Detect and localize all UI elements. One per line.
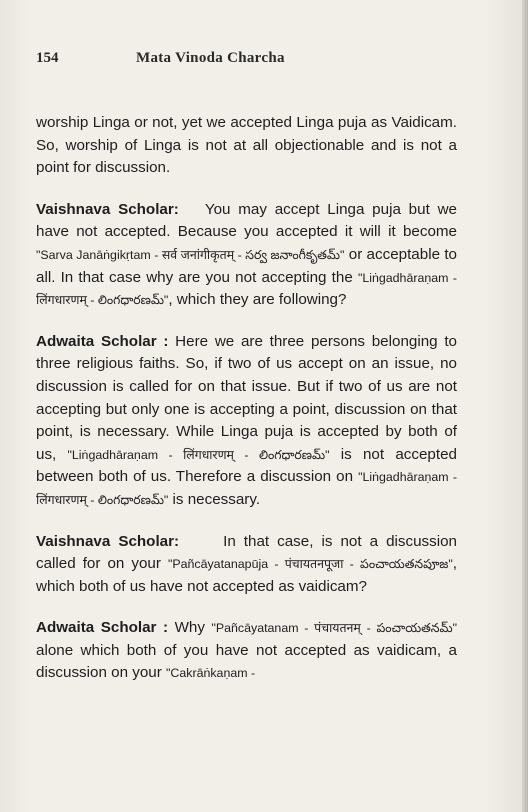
term-lingadharanam: "Liṅgadhāraṇam - लिंगधारणम् - లింగధారణమ్"	[36, 470, 457, 507]
term-lingadharanam: "Liṅgadhāraṇam - लिंगधारणम् - లింగధారణమ్"	[67, 447, 330, 462]
paragraph-text: , which they are following?	[168, 291, 347, 309]
paragraph-text: , which both of us have not accepted as vaidicam?	[36, 555, 457, 595]
paragraph-2	[36, 199, 457, 312]
paragraph-text: or acceptable to all. In that case why are you not accepting the	[36, 245, 457, 286]
paragraph-5	[36, 617, 457, 685]
term-sarva-janangikrtam: "Sarva Janāṅgikṛtam - सर्व जनांगीकृतम् - సర్వ జనాంగీకృతమ్"	[36, 247, 345, 262]
paragraph-text: alone which both of you have not accepted as vaidicam, a discussion on your	[36, 641, 457, 682]
paragraph-text: is necessary.	[168, 490, 261, 508]
page-edge	[522, 0, 528, 812]
speaker-label: Vaishnava Scholar:	[36, 200, 179, 218]
paragraph-text: You may accept Linga puja but we have not accepted. Because you accepted it will it become	[36, 200, 457, 241]
paragraph-text: Here we are three persons belonging to three religious faiths. So, if two of us accept on an issue, no discussion is called for on that issue. But if two of us are not accepting but only one is accepting a point, discussion on that point, is necessary. While Linga puja is accepted by both of us,	[36, 332, 457, 463]
body-text	[36, 112, 457, 704]
book-title: Mata Vinoda Charcha	[136, 50, 285, 66]
term-cakrankanam: "Cakrāṅkaṇam -	[166, 666, 256, 681]
speaker-label: Vaishnava Scholar:	[36, 532, 180, 550]
paragraph-text: In that case, is not a discussion called for on your	[36, 532, 457, 573]
page-number: 154	[36, 50, 59, 66]
paragraph-text: Why	[168, 619, 212, 637]
speaker-label: Adwaita Scholar :	[36, 619, 169, 637]
term-pancayatanam: "Pañcāyatanam - पंचायतनम् - పంచాయతనమ్"	[211, 621, 457, 636]
paragraph-text: worship Linga or not, yet we accepted Linga puja as Vaidicam. So, worship of Linga is not at all objectionable and is not a point for discussion.	[36, 114, 457, 177]
speaker-label: Adwaita Scholar :	[36, 332, 169, 350]
term-pancayatanapuja: "Pañcāyatanapūja - पंचायतनपूजा - పంచాయతనపూజ"	[167, 557, 453, 572]
paragraph-text: is not accepted between both of us. Therefore a discussion on	[36, 445, 457, 486]
running-header	[36, 50, 496, 70]
term-lingadharanam: "Liṅgadhāraṇam - लिंगधारणम् - లింగధారణమ్"	[36, 270, 457, 308]
paragraph-4	[36, 531, 457, 599]
paragraph-1	[36, 112, 457, 180]
paragraph-3	[36, 331, 457, 512]
